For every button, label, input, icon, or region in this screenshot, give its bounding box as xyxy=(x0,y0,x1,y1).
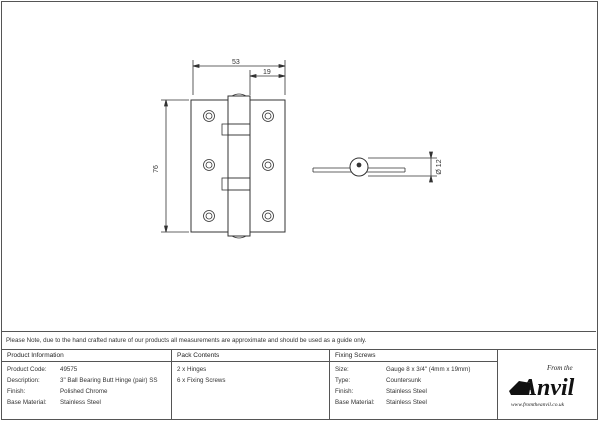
product-info-panel xyxy=(2,350,171,420)
description-label: Description: xyxy=(7,377,40,384)
screw-size-label: Size: xyxy=(335,366,349,373)
panel-divider xyxy=(497,350,498,420)
product-info-header: Product Information xyxy=(2,350,171,362)
dim-height-label: 76 xyxy=(153,165,160,173)
logo-brand: Anvil xyxy=(521,375,575,401)
screw-finish-value: Stainless Steel xyxy=(386,388,427,395)
finish-value: Polished Chrome xyxy=(60,388,108,395)
logo-url: www.fromtheanvil.co.uk xyxy=(511,402,565,408)
fixing-screws-panel xyxy=(330,350,497,420)
divider-top xyxy=(2,331,596,332)
dim-width-label: 53 xyxy=(232,59,240,66)
base-material-value: Stainless Steel xyxy=(60,399,101,406)
screw-size-value: Gauge 8 x 3/4" (4mm x 19mm) xyxy=(386,366,471,373)
from-the-anvil-logo xyxy=(505,361,593,417)
screw-material-label: Base Material: xyxy=(335,399,375,406)
screw-material-value: Stainless Steel xyxy=(386,399,427,406)
description-value: 3" Ball Bearing Butt Hinge (pair) SS xyxy=(60,377,158,384)
screw-type-label: Type: xyxy=(335,377,351,384)
product-code-label: Product Code: xyxy=(7,366,47,373)
disclaimer-note: Please Note, due to the hand crafted nature of our products all measurements are approximate and should be used as a guide only. xyxy=(6,337,367,344)
dim-offset-label: 19 xyxy=(263,69,271,76)
screw-type-value: Countersunk xyxy=(386,377,422,384)
finish-label: Finish: xyxy=(7,388,26,395)
dim-knuckle-label: Ø 12 xyxy=(436,159,443,175)
product-code-value: 49575 xyxy=(60,366,78,373)
base-material-label: Base Material: xyxy=(7,399,47,406)
pack-contents-panel xyxy=(172,350,329,420)
pack-item: 6 x Fixing Screws xyxy=(177,377,226,384)
screw-finish-label: Finish: xyxy=(335,388,354,395)
pack-item: 2 x Hinges xyxy=(177,366,207,373)
fixing-screws-header: Fixing Screws xyxy=(330,350,497,362)
logo-tagline: From the xyxy=(547,364,573,372)
pack-contents-header: Pack Contents xyxy=(172,350,329,362)
